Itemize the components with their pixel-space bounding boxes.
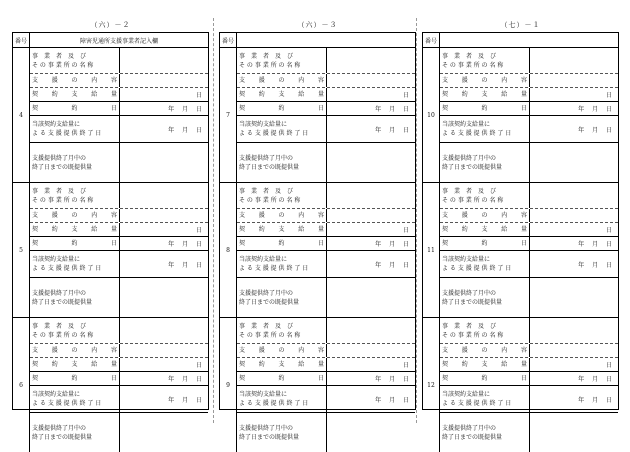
row-label-text: よ る 支 援 提 供 終 了 日 bbox=[239, 400, 309, 407]
row-value bbox=[120, 209, 208, 222]
row-label-text: 契 約 支 給 量 bbox=[442, 361, 527, 368]
row-value bbox=[327, 209, 415, 222]
row-label-text: 支援提供終了月中の bbox=[32, 154, 87, 162]
row-label-text: 契 約 日 bbox=[32, 240, 117, 247]
row-value bbox=[120, 74, 208, 87]
row-label-text: そ の 事 業 所 の 名 称 bbox=[442, 331, 504, 339]
row-label-text: 支 援 の 内 容 bbox=[442, 212, 527, 219]
row-label-text: 事 業 者 及 び bbox=[442, 322, 497, 330]
contract-date-row bbox=[30, 371, 208, 385]
row-label bbox=[237, 88, 327, 101]
support-content-row bbox=[30, 343, 208, 357]
row-label-text: そ の 事 業 所 の 名 称 bbox=[32, 196, 94, 204]
row-label-text: 契 約 支 給 量 bbox=[239, 91, 324, 98]
row-value bbox=[530, 278, 618, 317]
provider-entry-header bbox=[440, 33, 618, 48]
row-label-text: 事 業 者 及 び bbox=[239, 187, 294, 195]
row-label-text: 事 業 者 及 び bbox=[32, 187, 87, 195]
entry-block bbox=[237, 183, 415, 318]
row-label-text: 契 約 日 bbox=[32, 375, 117, 382]
support-end-date-row bbox=[237, 115, 415, 142]
row-label bbox=[237, 237, 327, 250]
row-label-text: 支援提供終了月中の bbox=[239, 289, 294, 297]
row-label-text: 契 約 日 bbox=[239, 105, 324, 112]
row-label-text: そ の 事 業 所 の 名 称 bbox=[239, 196, 301, 204]
entry-block bbox=[440, 318, 618, 452]
contract-amount-row bbox=[440, 222, 618, 236]
row-label bbox=[237, 102, 327, 115]
business-name-row bbox=[237, 183, 415, 208]
row-label-text: 支 援 の 内 容 bbox=[32, 77, 117, 84]
panel-6-2 bbox=[12, 18, 209, 441]
row-label bbox=[30, 74, 120, 87]
entry-block bbox=[440, 48, 618, 183]
provider-entry-header: 障害児通所支援事業者記入欄 bbox=[30, 33, 208, 48]
row-value bbox=[530, 143, 618, 182]
unit-day: 日 bbox=[195, 92, 205, 99]
row-label-text: 当該契約支給量に bbox=[239, 256, 288, 263]
row-label bbox=[440, 143, 530, 182]
entry-number: 4 bbox=[13, 48, 30, 183]
row-label bbox=[237, 74, 327, 87]
entry-number: 6 bbox=[13, 318, 30, 452]
unit-day: 日 bbox=[402, 362, 412, 369]
row-label-text: 支援提供終了月中の bbox=[442, 154, 497, 162]
row-label-text: 支援提供終了月中の bbox=[32, 289, 87, 297]
row-label-text: 当該契約支給量に bbox=[32, 256, 81, 263]
row-label bbox=[237, 386, 327, 412]
row-value bbox=[530, 74, 618, 87]
row-label-text: 終了日までの既提供量 bbox=[32, 163, 93, 171]
row-label-text: 終了日までの既提供量 bbox=[239, 163, 300, 171]
row-label bbox=[237, 183, 327, 208]
row-label-text: 当該契約支給量に bbox=[239, 121, 288, 128]
unit-day: 日 bbox=[195, 362, 205, 369]
panel-title: （七）－１ bbox=[500, 21, 541, 29]
entry-block bbox=[30, 48, 208, 183]
unit-day: 日 bbox=[605, 362, 615, 369]
support-content-row bbox=[237, 208, 415, 222]
panel-title: （六）－２ bbox=[90, 21, 131, 29]
unit-date: 年 月 日 bbox=[168, 261, 205, 269]
support-end-date-row bbox=[30, 385, 208, 412]
row-label bbox=[237, 209, 327, 222]
unit-day: 日 bbox=[402, 227, 412, 234]
row-label-text: 契 約 日 bbox=[442, 105, 527, 112]
entry-number: 5 bbox=[13, 183, 30, 318]
row-label-text: 契 約 支 給 量 bbox=[239, 361, 324, 368]
row-label-text: 当該契約支給量に bbox=[442, 256, 491, 263]
support-end-date-row bbox=[440, 250, 618, 277]
business-name-row bbox=[30, 48, 208, 73]
contract-date-row bbox=[30, 236, 208, 250]
entry-block bbox=[440, 183, 618, 318]
row-value bbox=[530, 48, 618, 73]
row-label bbox=[30, 223, 120, 236]
entry-number: 8 bbox=[220, 183, 237, 318]
row-label-text: 支 援 の 内 容 bbox=[442, 77, 527, 84]
row-label bbox=[237, 223, 327, 236]
row-label bbox=[30, 183, 120, 208]
contract-date-row bbox=[440, 236, 618, 250]
row-label-text: よ る 支 援 提 供 終 了 日 bbox=[239, 265, 309, 272]
row-value bbox=[327, 183, 415, 208]
row-value bbox=[327, 344, 415, 357]
unit-date: 年 月 日 bbox=[375, 126, 412, 134]
row-label bbox=[237, 143, 327, 182]
provided-amount-row bbox=[237, 277, 415, 317]
unit-date: 年 月 日 bbox=[168, 126, 205, 134]
provided-amount-row bbox=[237, 412, 415, 452]
unit-date: 年 月 日 bbox=[375, 376, 412, 383]
number-header: 番号 bbox=[220, 33, 237, 48]
row-label bbox=[440, 386, 530, 412]
row-label-text: 事 業 者 及 び bbox=[442, 187, 497, 195]
unit-date: 年 月 日 bbox=[375, 261, 412, 269]
row-label-text: 事 業 者 及 び bbox=[239, 52, 294, 60]
entry-number: 9 bbox=[220, 318, 237, 452]
row-label-text: そ の 事 業 所 の 名 称 bbox=[32, 331, 94, 339]
row-label-text: 終了日までの既提供量 bbox=[32, 298, 93, 306]
entry-number: 12 bbox=[423, 318, 440, 452]
row-label-text: 終了日までの既提供量 bbox=[32, 433, 93, 441]
business-name-row bbox=[440, 48, 618, 73]
row-label bbox=[237, 358, 327, 371]
row-label-text: 支 援 の 内 容 bbox=[32, 347, 117, 354]
row-label bbox=[237, 413, 327, 452]
row-value bbox=[530, 209, 618, 222]
row-label bbox=[30, 372, 120, 385]
row-label-text: 契 約 日 bbox=[32, 105, 117, 112]
row-label bbox=[237, 278, 327, 317]
row-label-text: 当該契約支給量に bbox=[32, 121, 81, 128]
row-label bbox=[440, 251, 530, 277]
row-value bbox=[327, 318, 415, 343]
row-label bbox=[30, 278, 120, 317]
row-label-text: 契 約 日 bbox=[442, 375, 527, 382]
contract-date-row bbox=[30, 101, 208, 115]
contract-date-row bbox=[440, 371, 618, 385]
row-label bbox=[440, 278, 530, 317]
row-label-text: 契 約 日 bbox=[239, 240, 324, 247]
divider-line-1 bbox=[213, 18, 214, 423]
contract-date-row bbox=[237, 371, 415, 385]
support-content-row bbox=[30, 208, 208, 222]
contract-amount-row bbox=[440, 87, 618, 101]
row-label-text: よ る 支 援 提 供 終 了 日 bbox=[32, 265, 102, 272]
row-label-text: 当該契約支給量に bbox=[32, 391, 81, 398]
form-table bbox=[12, 32, 209, 441]
row-label bbox=[440, 102, 530, 115]
unit-day: 日 bbox=[605, 227, 615, 234]
contract-amount-row bbox=[30, 357, 208, 371]
row-label bbox=[30, 358, 120, 371]
support-content-row bbox=[237, 73, 415, 87]
row-label bbox=[237, 116, 327, 142]
row-label-text: よ る 支 援 提 供 終 了 日 bbox=[442, 400, 512, 407]
row-label bbox=[440, 183, 530, 208]
provided-amount-row bbox=[237, 142, 415, 182]
row-label-text: 契 約 支 給 量 bbox=[239, 226, 324, 233]
row-label-text: 支援提供終了月中の bbox=[32, 424, 87, 432]
row-label-text: 支援提供終了月中の bbox=[442, 289, 497, 297]
row-label-text: そ の 事 業 所 の 名 称 bbox=[239, 331, 301, 339]
row-label bbox=[30, 102, 120, 115]
provided-amount-row bbox=[440, 412, 618, 452]
panel-7-1 bbox=[422, 18, 619, 441]
row-label bbox=[440, 318, 530, 343]
support-end-date-row bbox=[30, 115, 208, 142]
row-label-text: よ る 支 援 提 供 終 了 日 bbox=[32, 130, 102, 137]
unit-date: 年 月 日 bbox=[375, 106, 412, 113]
row-label bbox=[30, 318, 120, 343]
row-label-text: よ る 支 援 提 供 終 了 日 bbox=[239, 130, 309, 137]
row-label-text: そ の 事 業 所 の 名 称 bbox=[442, 61, 504, 69]
row-label-text: 支援提供終了月中の bbox=[239, 424, 294, 432]
business-name-row bbox=[440, 183, 618, 208]
support-content-row bbox=[30, 73, 208, 87]
row-label-text: 事 業 者 及 び bbox=[32, 322, 87, 330]
entry-number: 7 bbox=[220, 48, 237, 183]
business-name-row bbox=[30, 318, 208, 343]
provided-amount-row bbox=[440, 277, 618, 317]
form-table bbox=[219, 32, 416, 441]
row-label bbox=[440, 209, 530, 222]
row-value bbox=[327, 413, 415, 452]
row-label-text: 事 業 者 及 び bbox=[442, 52, 497, 60]
unit-date: 年 月 日 bbox=[168, 106, 205, 113]
row-label-text: よ る 支 援 提 供 終 了 日 bbox=[32, 400, 102, 407]
row-label-text: 終了日までの既提供量 bbox=[442, 163, 503, 171]
entry-block bbox=[237, 48, 415, 183]
row-label bbox=[440, 237, 530, 250]
row-label-text: 当該契約支給量に bbox=[239, 391, 288, 398]
row-label-text: そ の 事 業 所 の 名 称 bbox=[442, 196, 504, 204]
row-label bbox=[440, 344, 530, 357]
row-label-text: 契 約 支 給 量 bbox=[442, 91, 527, 98]
row-label bbox=[30, 251, 120, 277]
support-content-row bbox=[237, 343, 415, 357]
row-label-text: 契 約 日 bbox=[442, 240, 527, 247]
entry-block bbox=[30, 318, 208, 452]
support-content-row bbox=[440, 208, 618, 222]
panel-6-3 bbox=[219, 18, 416, 441]
row-label bbox=[440, 48, 530, 73]
row-label-text: 支援提供終了月中の bbox=[442, 424, 497, 432]
row-value bbox=[120, 48, 208, 73]
business-name-row bbox=[237, 318, 415, 343]
row-label bbox=[237, 318, 327, 343]
row-label-text: よ る 支 援 提 供 終 了 日 bbox=[442, 265, 512, 272]
unit-day: 日 bbox=[402, 92, 412, 99]
row-label bbox=[30, 143, 120, 182]
entry-number: 11 bbox=[423, 183, 440, 318]
business-name-row bbox=[440, 318, 618, 343]
support-end-date-row bbox=[440, 385, 618, 412]
row-value bbox=[530, 413, 618, 452]
divider-line-2 bbox=[416, 18, 417, 423]
row-value bbox=[327, 278, 415, 317]
row-label-text: 終了日までの既提供量 bbox=[239, 298, 300, 306]
support-end-date-row bbox=[30, 250, 208, 277]
unit-day: 日 bbox=[605, 92, 615, 99]
row-label bbox=[30, 116, 120, 142]
row-label bbox=[30, 344, 120, 357]
support-end-date-row bbox=[237, 250, 415, 277]
unit-date: 年 月 日 bbox=[375, 396, 412, 404]
unit-date: 年 月 日 bbox=[578, 396, 615, 404]
unit-date: 年 月 日 bbox=[578, 261, 615, 269]
row-value bbox=[120, 318, 208, 343]
row-value bbox=[327, 48, 415, 73]
row-value bbox=[120, 413, 208, 452]
row-label-text: そ の 事 業 所 の 名 称 bbox=[239, 61, 301, 69]
row-value bbox=[327, 143, 415, 182]
contract-amount-row bbox=[30, 87, 208, 101]
row-label-text: 事 業 者 及 び bbox=[32, 52, 87, 60]
row-label-text: 契 約 支 給 量 bbox=[442, 226, 527, 233]
contract-amount-row bbox=[237, 357, 415, 371]
contract-amount-row bbox=[237, 222, 415, 236]
business-name-row bbox=[237, 48, 415, 73]
entry-block bbox=[30, 183, 208, 318]
row-label bbox=[440, 74, 530, 87]
unit-date: 年 月 日 bbox=[578, 376, 615, 383]
row-label-text: 契 約 日 bbox=[239, 375, 324, 382]
business-name-row bbox=[30, 183, 208, 208]
row-value bbox=[120, 344, 208, 357]
unit-date: 年 月 日 bbox=[168, 396, 205, 404]
row-label-text: 当該契約支給量に bbox=[442, 121, 491, 128]
support-end-date-row bbox=[237, 385, 415, 412]
row-label bbox=[440, 358, 530, 371]
entry-number: 10 bbox=[423, 48, 440, 183]
contract-amount-row bbox=[30, 222, 208, 236]
contract-date-row bbox=[440, 101, 618, 115]
row-value bbox=[120, 278, 208, 317]
unit-day: 日 bbox=[195, 227, 205, 234]
row-label bbox=[440, 413, 530, 452]
row-label-text: よ る 支 援 提 供 終 了 日 bbox=[442, 130, 512, 137]
row-label-text: 支 援 の 内 容 bbox=[239, 347, 324, 354]
row-value bbox=[120, 143, 208, 182]
unit-date: 年 月 日 bbox=[578, 106, 615, 113]
row-label bbox=[440, 116, 530, 142]
number-header: 番号 bbox=[423, 33, 440, 48]
row-value bbox=[120, 183, 208, 208]
row-label bbox=[237, 251, 327, 277]
contract-date-row bbox=[237, 236, 415, 250]
row-label-text: 支援提供終了月中の bbox=[239, 154, 294, 162]
row-label-text: 終了日までの既提供量 bbox=[442, 298, 503, 306]
row-label-text: 終了日までの既提供量 bbox=[442, 433, 503, 441]
row-label-text: 当該契約支給量に bbox=[442, 391, 491, 398]
row-label bbox=[30, 209, 120, 222]
provided-amount-row bbox=[30, 277, 208, 317]
row-label-text: 事 業 者 及 び bbox=[239, 322, 294, 330]
row-label-text: 契 約 支 給 量 bbox=[32, 361, 117, 368]
unit-date: 年 月 日 bbox=[168, 376, 205, 383]
row-label bbox=[440, 223, 530, 236]
unit-date: 年 月 日 bbox=[375, 241, 412, 248]
row-value bbox=[530, 344, 618, 357]
row-label-text: 支 援 の 内 容 bbox=[442, 347, 527, 354]
row-value bbox=[530, 183, 618, 208]
form-table bbox=[422, 32, 619, 441]
contract-amount-row bbox=[440, 357, 618, 371]
row-label-text: 契 約 支 給 量 bbox=[32, 226, 117, 233]
support-content-row bbox=[440, 343, 618, 357]
provided-amount-row bbox=[30, 142, 208, 182]
row-value bbox=[327, 74, 415, 87]
row-label bbox=[440, 88, 530, 101]
support-end-date-row bbox=[440, 115, 618, 142]
row-label bbox=[30, 88, 120, 101]
row-label bbox=[237, 344, 327, 357]
entry-block bbox=[237, 318, 415, 452]
number-header: 番号 bbox=[13, 33, 30, 48]
row-label bbox=[30, 48, 120, 73]
provided-amount-row bbox=[440, 142, 618, 182]
contract-date-row bbox=[237, 101, 415, 115]
row-label-text: 終了日までの既提供量 bbox=[239, 433, 300, 441]
row-label-text: 支 援 の 内 容 bbox=[239, 77, 324, 84]
row-label-text: 支 援 の 内 容 bbox=[32, 212, 117, 219]
row-label bbox=[440, 372, 530, 385]
row-label-text: そ の 事 業 所 の 名 称 bbox=[32, 61, 94, 69]
provided-amount-row bbox=[30, 412, 208, 452]
row-label bbox=[237, 372, 327, 385]
row-label bbox=[30, 413, 120, 452]
provider-entry-header bbox=[237, 33, 415, 48]
panel-title: （六）－３ bbox=[297, 21, 338, 29]
row-value bbox=[530, 318, 618, 343]
unit-date: 年 月 日 bbox=[168, 241, 205, 248]
unit-date: 年 月 日 bbox=[578, 241, 615, 248]
row-label bbox=[30, 386, 120, 412]
row-label bbox=[30, 237, 120, 250]
row-label bbox=[237, 48, 327, 73]
unit-date: 年 月 日 bbox=[578, 126, 615, 134]
row-label-text: 契 約 支 給 量 bbox=[32, 91, 117, 98]
support-content-row bbox=[440, 73, 618, 87]
contract-amount-row bbox=[237, 87, 415, 101]
row-label-text: 支 援 の 内 容 bbox=[239, 212, 324, 219]
